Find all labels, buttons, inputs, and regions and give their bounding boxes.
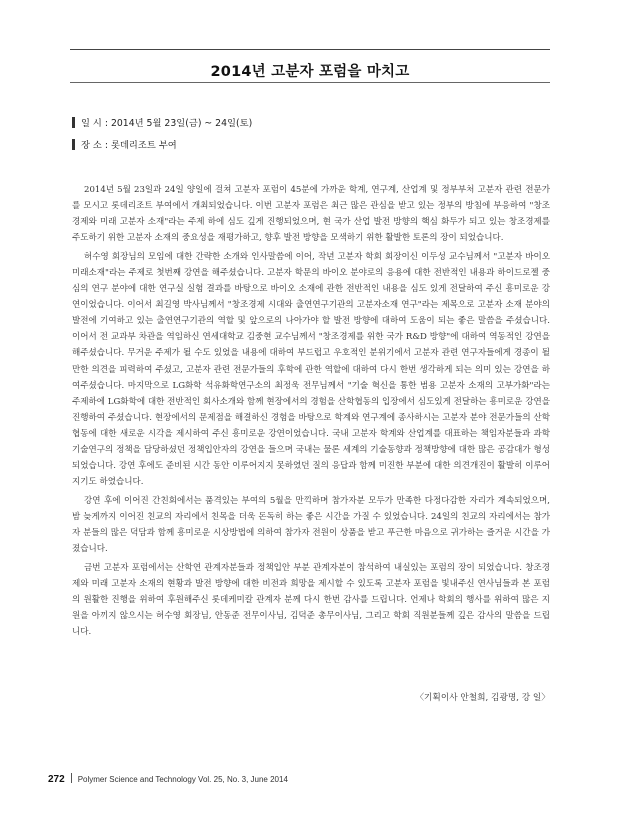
- bullet-bar: [72, 139, 75, 150]
- paragraph: 강연 후에 이어진 간친회에서는 품격있는 부여의 5월을 만끽하며 참가자분 모두가 만족한 다정다감한 자리가 계속되었으며, 밤 늦게까지 이어진 친교의 자리에서 친목을 더욱 돈독히 하는 좋은 시간을 가질 수 있었습니다. 24일의 친교의 자리에서는 참가자 분들의 많은 덕담과 함께 흥미로운 시상방법에 의하여 참가자 전원이 상품을 받고 푸근한 마음으로 귀가하는 즐거운 시간을 가졌습니다.: [72, 495, 550, 555]
- paragraph: 2014년 5월 23일과 24일 양일에 걸쳐 고분자 포럼이 45분에 가까운 학계, 연구계, 산업계 및 정부부처 고분자 관련 전문가를 모시고 롯데리조트 부여에서 개최되었습니다. 이번 고분자 포럼은 최근 많은 관심을 받고 있는 정부의 방침에 부응하여 "창조경제와 미래 고분자 소재"라는 주제 하에 심도 깊게 진행되었으며, 현 국가 산업 발전 방향의 핵심 화두가 되고 있는 창조경제를 주도하기 위한 고분자 소재의 중요성을 재평가하고, 향후 발전 방향을 모색하기 위한 활발한 토론의 장이 되었습니다.: [72, 185, 550, 244]
- journal-citation: Polymer Science and Technology Vol. 25, No. 3, June 2014: [77, 775, 288, 784]
- article-body: [72, 182, 550, 643]
- page-number: 272: [48, 774, 65, 785]
- event-place: [72, 137, 177, 151]
- event-place-text: 장 소 : 롯데리조트 부여: [81, 140, 177, 151]
- event-date: [72, 115, 252, 129]
- title-rule: [70, 82, 550, 83]
- page-title: 2014년 고분자 포럼을 마치고: [210, 64, 410, 80]
- footer-divider: [71, 773, 72, 783]
- page-footer: [48, 773, 288, 785]
- event-date-text: 일 시 : 2014년 5월 23일(금) ~ 24일(토): [81, 118, 253, 129]
- author-signature: 〈기획이사 안철희, 김광명, 강 일〉: [415, 693, 550, 703]
- top-rule: [70, 49, 550, 50]
- paragraph: 금번 고분자 포럼에서는 산학연 관계자분들과 정책입안 부분 관계자분이 참석하여 내실있는 포럼의 장이 되었습니다. 창조경제와 미래 고분자 소재의 현황과 발전 방향에 대한 비전과 희망을 제시할 수 있도록 고분자 포럼을 빛내주신 연사님들과 본 포럼의 원활한 진행을 위하여 후원해주신 롯데케미칼 관계자 분께 다시 한번 감사를 드립니다. 언제나 학회의 행사를 위하여 많은 지원을 아끼지 않으시는 허수영 회장님, 안동준 전무이사님, 김덕준 총무이사님, 그리고 학회 직원분들께 깊은 감사의 말씀을 드립니다.: [72, 563, 550, 638]
- paragraph: 허수영 회장님의 모임에 대한 간략한 소개와 인사말씀에 이어, 작년 고분자 학회 회장이신 이두성 교수님께서 "고분자 바이오 미래소재"라는 주제로 첫번째 강연을 해주셨습니다. 고분자 학문의 바이오 분야로의 응용에 대한 전반적인 내용과 하이드로젤 중심의 연구 분야에 대한 연구실 실험 결과를 바탕으로 바이오 소재에 관한 전반적인 내용을 심도 있게 전달하여 주신 흥미로운 강연이었습니다. 이어서 최길영 박사님께서 "창조경제 시대와 출연연구기관의 고분자소재 연구"라는 제목으로 고분자 소재 분야의 발전에 기여하고 있는 출연연구기관의 역할 및 앞으로의 나아가야 할 발전 방향에 대하여 도움이 되는 좋은 말씀을 주셨습니다. 이어서 전 교과부 차관을 역임하신 연세대학교 김중현 교수님께서 "창조경제를 위한 국가 R&D 방향"에 대하여 역동적인 강연을 해주셨습니다. 무거운 주제가 될 수도 있었을 내용에 대하여 부드럽고 우호적인 분위기에서 고분자 관련 연구자들에게 경종이 될만한 의견을 피력하여 주셨고, 고분자 관련 전문가들의 후학에 관한 역할에 대하여 다시 한번 생각하게 되는 의미 있는 강연을 하여주셨습니다. 마지막으로 LG화학 석유화학연구소의 최정욱 전무님께서 "기술 혁신을 통한 범용 고분자 소재의 고부가화"라는 주제하에 LG화학에 대한 전반적인 회사소개와 함께 현장에서의 경험을 산학협동의 입장에서 심도있게 전달하는 흥미로운 강연을 진행하여 주셨습니다. 현장에서의 문제점을 해결하신 경험을 바탕으로 학계와 연구계에 종사하시는 고분자 분야 전문가들의 산학 협동에 대한 새로운 시각을 제시하여 주신 흥미로운 강연이었습니다. 국내 고분자 학계와 산업계를 대표하는 책임자분들과 과학기술연구의 정책을 담당하셨던 정책입안자의 강연을 들으며 국내는 물론 세계의 기술동향과 정책방향에 대한 많은 공감대가 형성되었습니다. 강연 후에도 준비된 시간 동안 이루어지지 못하였던 질의 응답과 함께 미진한 부분에 대한 의견개진이 활발히 이루어지기도 하였습니다.: [72, 252, 550, 487]
- bullet-bar: [72, 117, 75, 128]
